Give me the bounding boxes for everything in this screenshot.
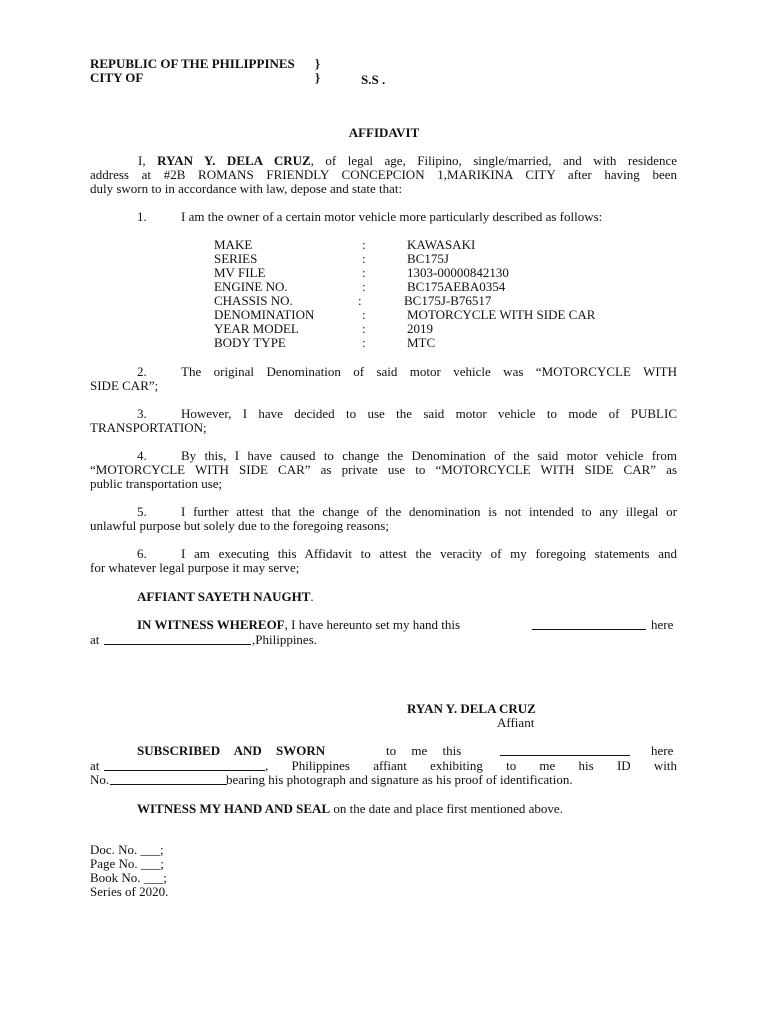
item-text: TRANSPORTATION; — [90, 420, 207, 435]
field-label: DENOMINATION — [214, 307, 315, 322]
item-number: 6. — [137, 546, 147, 561]
item-text: for whatever legal purpose it may serve; — [90, 560, 300, 575]
item-number: 5. — [137, 504, 147, 519]
field-value: BC175J-B76517 — [404, 293, 492, 308]
field-separator: : — [362, 335, 366, 350]
item-text: I further attest that the change of the denomination is not intended to any illegal or — [181, 504, 677, 519]
witness-seal-line — [137, 802, 563, 816]
republic-heading: REPUBLIC OF THE PHILIPPINES — [90, 56, 295, 71]
series-year: Series of 2020. — [90, 884, 169, 899]
witness-whereof-bold: IN WITNESS WHEREOF — [137, 617, 285, 632]
book-no: Book No. ___; — [90, 870, 167, 885]
header-brace: } — [315, 70, 321, 85]
witness-seal-text: on the date and place first mentioned above. — [330, 801, 563, 816]
witness-philippines: ,Philippines. — [252, 632, 318, 647]
item-number: 4. — [137, 448, 147, 463]
item-text: public transportation use; — [90, 476, 223, 491]
item-number: 1. — [137, 209, 147, 224]
affiant-sayeth-period: . — [310, 589, 314, 604]
subscribed-sworn-bold: SUBSCRIBED AND SWORN — [137, 743, 326, 758]
field-value: 2019 — [407, 321, 433, 336]
signatory-name: RYAN Y. DELA CRUZ — [407, 701, 536, 716]
jurat-line-text: bearing his photograph and signature as his proof of identification. — [226, 772, 573, 787]
witness-seal-bold: WITNESS MY HAND AND SEAL — [137, 801, 331, 816]
page-no: Page No. ___; — [90, 856, 165, 871]
field-value: MOTORCYCLE WITH SIDE CAR — [407, 307, 596, 322]
field-separator: : — [362, 307, 366, 322]
item-text: “MOTORCYCLE WITH SIDE CAR” as private use to “MOTORCYCLE WITH SIDE CAR” as — [90, 462, 677, 477]
jurat-here: here — [651, 743, 674, 758]
field-label: ENGINE NO. — [214, 279, 288, 294]
field-label: MV FILE — [214, 265, 266, 280]
intro-line: duly sworn to in accordance with law, depose and state that: — [90, 181, 403, 196]
city-of-heading: CITY OF — [90, 70, 144, 85]
item-text: unlawful purpose but solely due to the foregoing reasons; — [90, 518, 389, 533]
header-brace: } — [315, 56, 321, 71]
field-value: MTC — [407, 335, 436, 350]
item-text: By this, I have caused to change the Denomination of the said motor vehicle from — [181, 448, 677, 463]
jurat-at: at — [90, 758, 100, 773]
field-separator: : — [358, 293, 362, 308]
doc-no: Doc. No. ___; — [90, 842, 164, 857]
item-text: I am the owner of a certain motor vehicle more particularly described as follows: — [181, 209, 603, 224]
item-number: 2. — [137, 364, 147, 379]
witness-here: here — [651, 617, 674, 632]
field-label: MAKE — [214, 237, 253, 252]
intro-line — [138, 154, 677, 168]
affiant-sayeth-bold: AFFIANT SAYETH NAUGHT — [137, 589, 311, 604]
field-value: 1303-00000842130 — [407, 265, 509, 280]
document-title: AFFIDAVIT — [348, 125, 420, 140]
field-value: KAWASAKI — [407, 237, 476, 252]
witness-whereof-line — [137, 618, 460, 632]
field-value: BC175AEBA0354 — [407, 279, 506, 294]
id-number-blank[interactable] — [110, 773, 227, 785]
field-separator: : — [362, 265, 366, 280]
ss-label: S.S . — [361, 72, 386, 87]
witness-whereof-text: , I have hereunto set my hand this — [284, 617, 461, 632]
field-separator: : — [362, 251, 366, 266]
witness-at: at — [90, 632, 100, 647]
date-blank[interactable] — [532, 618, 646, 630]
item-text: I am executing this Affidavit to attest the veracity of my foregoing statements and — [181, 546, 677, 561]
jurat-date-blank[interactable] — [500, 744, 630, 756]
item-number: 3. — [137, 406, 147, 421]
field-label: YEAR MODEL — [214, 321, 299, 336]
jurat-no: No. — [90, 772, 110, 787]
intro-lead: I, — [138, 153, 158, 168]
affiant-name: RYAN Y. DELA CRUZ — [157, 153, 311, 168]
signatory-role: Affiant — [497, 715, 535, 730]
field-separator: : — [362, 237, 366, 252]
field-label: SERIES — [214, 251, 258, 266]
field-separator: : — [362, 321, 366, 336]
field-label: BODY TYPE — [214, 335, 286, 350]
item-text: SIDE CAR”; — [90, 378, 159, 393]
place-blank[interactable] — [104, 633, 251, 645]
field-separator: : — [362, 279, 366, 294]
item-text: However, I have decided to use the said motor vehicle to mode of PUBLIC — [181, 406, 677, 421]
intro-text: , of legal age, Filipino, single/married, and with residence — [310, 153, 677, 168]
affiant-sayeth-naught — [137, 590, 314, 604]
jurat-line-text: , Philippines affiant exhibiting to me his ID with — [265, 758, 677, 773]
field-label: CHASSIS NO. — [214, 293, 293, 308]
jurat-to-me-this: to me this — [386, 743, 462, 758]
item-text: The original Denomination of said motor vehicle was “MOTORCYCLE WITH — [181, 364, 677, 379]
intro-line: address at #2B ROMANS FRIENDLY CONCEPCION 1,MARIKINA CITY after having been — [90, 167, 677, 182]
field-value: BC175J — [407, 251, 449, 266]
jurat-place-blank[interactable] — [104, 759, 265, 771]
